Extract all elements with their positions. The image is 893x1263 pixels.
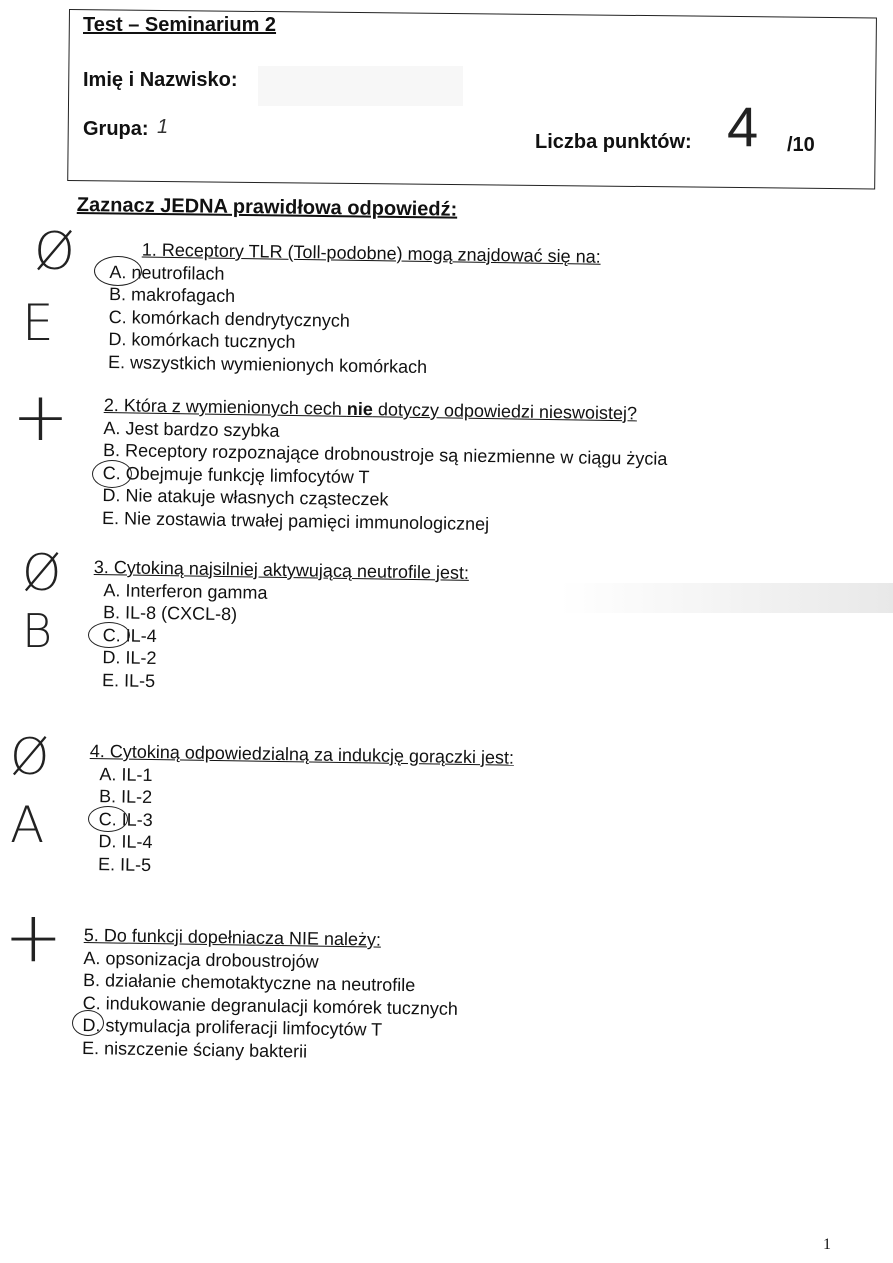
- option-a[interactable]: A. Interferon gamma: [103, 579, 268, 603]
- margin-mark-q3-letter: B: [22, 604, 53, 658]
- question-5: [82, 924, 459, 1065]
- answer-circle-q2: [92, 460, 132, 488]
- option-b[interactable]: B. IL-2: [98, 786, 153, 807]
- question-2: [102, 394, 668, 538]
- margin-mark-q4-zero: Ø: [10, 728, 50, 786]
- instruction: Zaznacz JEDNA prawidłowa odpowiedź:: [76, 194, 458, 221]
- answer-circle-q1: [94, 256, 142, 286]
- answer-circle-q5: [72, 1010, 104, 1036]
- option-c[interactable]: C. indukowanie degranulacji komórek tucznych: [82, 992, 459, 1019]
- option-e[interactable]: E. niszczenie ściany bakterii: [81, 1037, 308, 1062]
- option-e[interactable]: E. Nie zostawia trwałej pamięci immunologicznej: [101, 507, 490, 534]
- question-1: [106, 238, 601, 381]
- question-title: 5. Do funkcji dopełniacza NIE należy:: [83, 924, 382, 950]
- group-value: 1: [157, 116, 169, 138]
- question-title: 1. Receptory TLR (Toll-podobne) mogą znajdować się na:: [141, 239, 601, 267]
- option-e[interactable]: E. IL-5: [97, 853, 152, 875]
- margin-mark-q1-letter: E: [22, 294, 54, 352]
- option-c[interactable]: C. komórkach dendrytycznych: [108, 306, 350, 331]
- option-b[interactable]: B. IL-8 (CXCL-8): [102, 602, 238, 625]
- margin-mark-q5-plus: +: [4, 896, 63, 978]
- option-e[interactable]: E. IL-5: [101, 669, 156, 691]
- question-4: [88, 740, 514, 882]
- points-max: /10: [787, 134, 815, 156]
- option-a[interactable]: A. IL-1: [99, 763, 153, 785]
- option-a[interactable]: A. neutrofilach: [109, 261, 225, 284]
- option-b[interactable]: B. działanie chemotaktyczne na neutrofile: [82, 969, 416, 996]
- option-c[interactable]: C. IL-4: [102, 624, 157, 646]
- answer-circle-q4: [88, 806, 128, 832]
- option-a[interactable]: A. Jest bardzo szybka: [103, 417, 280, 441]
- option-d[interactable]: D. stymulacja proliferacji limfocytów T: [82, 1014, 383, 1040]
- group-label: Grupa:: [83, 118, 149, 140]
- name-label: Imię i Nazwisko:: [83, 69, 238, 91]
- points-label: Liczba punktów:: [535, 131, 692, 153]
- margin-mark-q1-zero: Ø: [34, 222, 75, 282]
- page-number: 1: [823, 1236, 831, 1253]
- option-d[interactable]: D. IL-4: [98, 831, 153, 852]
- option-e[interactable]: E. wszystkich wymienionych komórkach: [107, 351, 428, 377]
- option-c[interactable]: C. Obejmuje funkcję limfocytów T: [102, 462, 370, 487]
- name-field-redacted: [258, 66, 463, 106]
- answer-circle-q3: [88, 622, 130, 648]
- option-d[interactable]: D. komórkach tucznych: [108, 329, 296, 352]
- question-title: 3. Cytokiną najsilniej aktywującą neutrofile jest:: [93, 556, 470, 583]
- margin-mark-q3-zero: Ø: [22, 544, 62, 602]
- question-title: 2. Która z wymienionych cech nie dotyczy odpowiedzi nieswoistej?: [103, 394, 638, 424]
- question-3: [92, 556, 469, 697]
- margin-mark-q4-letter: A: [10, 796, 45, 854]
- option-d[interactable]: D. Nie atakuje własnych cząsteczek: [102, 484, 389, 510]
- test-title: Test – Seminarium 2: [83, 14, 277, 36]
- question-title: 4. Cytokiną odpowiedzialną za indukcję gorączki jest:: [89, 740, 515, 768]
- option-b[interactable]: B. makrofagach: [108, 284, 236, 307]
- handwritten-score: 4: [727, 95, 759, 158]
- option-a[interactable]: A. opsonizacja droboustrojów: [83, 947, 319, 972]
- margin-mark-q2-plus: +: [12, 378, 69, 457]
- option-b[interactable]: B. Receptory rozpoznające drobnoustroje są niezmienne w ciągu życia: [102, 439, 668, 469]
- scan-shadow: [560, 583, 893, 613]
- option-c[interactable]: C. IL-3: [98, 808, 153, 830]
- option-d[interactable]: D. IL-2: [102, 647, 157, 668]
